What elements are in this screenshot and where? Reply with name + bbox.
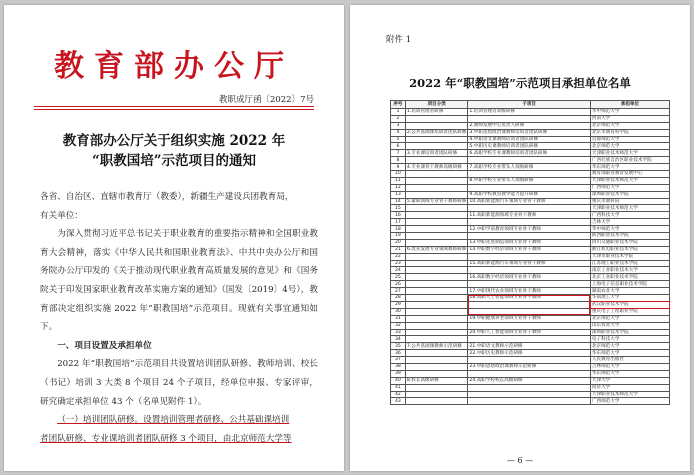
table-row: [391, 267, 670, 274]
row-subproject: 11.高职新能源领域专业骨干教师: [468, 212, 590, 219]
row-index: 35: [391, 343, 406, 350]
row-index: 6: [391, 143, 406, 150]
notice-title-line2: “职教国培”示范项目的通知: [91, 153, 257, 169]
row-unit: 广西壮族自治区职业技术学院: [590, 157, 669, 164]
table-row: [391, 322, 670, 329]
row-index: 29: [391, 301, 406, 308]
row-subproject: 3.中职思想政治课教师培训者团队研修: [468, 129, 590, 136]
row-unit: 北京市教育科学院: [590, 129, 669, 136]
row-subproject: [468, 357, 590, 364]
unit-list-table: [390, 100, 670, 405]
row-index: 7: [391, 150, 406, 157]
row-category: [405, 191, 468, 198]
row-index: 14: [391, 198, 406, 205]
table-row: [391, 350, 670, 357]
greeting-line2: 有关单位：: [40, 210, 83, 221]
highlight-unit-box: [590, 301, 669, 309]
row-category: [405, 329, 468, 336]
table-row: [391, 398, 670, 405]
row-index: 31: [391, 315, 406, 322]
row-subproject: 15.高职新能源汽车领域专业骨干教师: [468, 260, 590, 267]
row-unit: 首都师范大学: [590, 136, 669, 143]
notice-page: [4, 5, 344, 471]
row-category: 2.公共基础课培训者团队研修: [406, 130, 467, 136]
row-subproject: 21.中职语文教师示范研修: [468, 343, 590, 350]
row-unit: 天津职业技术师范大学: [590, 177, 669, 184]
row-index: 22: [391, 253, 406, 260]
row-category: [405, 184, 468, 191]
row-unit: 北京师范大学: [590, 143, 669, 150]
row-unit: 天津职业技术师范大学: [590, 391, 669, 398]
row-subproject: 14.中职数字经济领域专业骨干教师: [468, 246, 590, 253]
table-row: [391, 239, 670, 246]
row-index: 41: [391, 384, 406, 391]
table-row: [391, 377, 670, 384]
row-unit: 华东师范大学: [590, 370, 669, 377]
row-unit: 南京工业职业技术大学: [590, 267, 669, 274]
attachment-title: 2022 年“职教国培”示范项目承担单位名单: [409, 76, 631, 90]
row-subproject: [468, 115, 590, 122]
row-index: 3: [391, 122, 406, 129]
row-subproject: 24.高职学校校长高级研修: [468, 377, 590, 384]
row-unit: 湖南农业大学: [590, 288, 669, 295]
table-row: [391, 143, 670, 150]
table-row: [391, 164, 670, 171]
row-unit: 教育部职业教育发展中心: [590, 171, 669, 178]
row-category: [405, 260, 468, 267]
row-subproject: 10.高职新能源汽车领域专业骨干教师: [468, 198, 590, 205]
row-subproject: [468, 281, 590, 288]
row-index: 10: [391, 171, 406, 178]
table-row: [391, 184, 670, 191]
row-unit: 四川交通职业技术学院: [590, 239, 669, 246]
table-row: [391, 391, 670, 398]
row-unit: 天津职业技术师范大学: [590, 150, 669, 157]
row-index: 34: [391, 336, 406, 343]
row-subproject: [468, 391, 590, 398]
issuing-office-title: 教育部办公厅: [54, 49, 294, 84]
row-category: 1.培训管理者研修: [405, 109, 468, 116]
row-subproject: 8.中职学校专业带头人领航研修: [468, 177, 590, 184]
row-subproject: [468, 370, 590, 377]
row-index: 25: [391, 274, 406, 281]
row-subproject: [468, 184, 590, 191]
row-index: 39: [391, 370, 406, 377]
row-subproject: 5.中职历史课教师培训者团队研修: [468, 143, 590, 150]
row-index: 40: [391, 377, 406, 384]
row-subproject: 17.中职现代农业领域专业骨干教师: [468, 288, 590, 295]
row-category: 8.校长高级研修: [405, 377, 468, 384]
row-category: [405, 384, 468, 391]
row-index: 20: [391, 239, 406, 246]
row-category: [405, 288, 468, 295]
row-subproject: [468, 219, 590, 226]
row-unit: 华南理工大学: [590, 295, 669, 302]
training-paragraph-a: （一）培训团队研修。设置培训管理者研修、公共基础课培训: [57, 415, 290, 426]
row-category: [405, 171, 468, 178]
training-paragraph-b: 者团队研修、专业课培训者团队研修 3 个项目，由北京师范大学等: [40, 433, 292, 444]
row-subproject: 2.教师发展中心负责人研修: [468, 122, 590, 129]
row-subproject: [468, 171, 590, 178]
row-index: 23: [391, 260, 406, 267]
attachment-page: [350, 5, 690, 471]
row-subproject: 19.中职健康养老领域专业骨干教师: [468, 315, 590, 322]
row-category: [405, 301, 468, 308]
row-subproject: [468, 253, 590, 260]
header-unit: 承担单位: [590, 101, 669, 109]
row-unit: 西南大学: [590, 115, 669, 122]
row-index: 42: [391, 391, 406, 398]
table-row: [391, 370, 670, 377]
table-row: [391, 274, 670, 281]
row-unit: 重庆电子工程职业学院: [590, 308, 669, 315]
row-subproject: 16.高职数字经济领域专业骨干教师: [468, 274, 590, 281]
row-index: 19: [391, 233, 406, 240]
row-unit: 山东农业大学: [590, 322, 669, 329]
row-unit: 深圳职业技术学院: [590, 191, 669, 198]
row-subproject: [468, 322, 590, 329]
row-index: 4: [391, 129, 406, 136]
row-subproject: 1.培训管理者高级研修: [468, 109, 590, 116]
table-header-row: [391, 101, 670, 109]
table-row: [391, 226, 670, 233]
row-category: [405, 267, 468, 274]
row-category: [405, 398, 468, 405]
row-unit: 江苏理工职业技术学院: [590, 260, 669, 267]
row-category: [405, 115, 468, 122]
table-row: [391, 198, 670, 205]
row-subproject: 9.高职学校教育教学能力提升研修: [468, 191, 590, 198]
row-index: 28: [391, 295, 406, 302]
row-unit: 华中师范大学: [590, 226, 669, 233]
row-subproject: [468, 336, 590, 343]
row-index: 17: [391, 219, 406, 226]
table-row: [391, 136, 670, 143]
row-index: 11: [391, 177, 406, 184]
row-unit: 北京师范大学: [590, 122, 669, 129]
row-unit: 北京工业职业技术学院: [590, 274, 669, 281]
row-index: 37: [391, 357, 406, 364]
table-row: [391, 177, 670, 184]
row-index: 9: [391, 164, 406, 171]
row-category: [405, 239, 468, 246]
table-row: [391, 336, 670, 343]
row-category: [405, 212, 468, 219]
table-row: [391, 233, 670, 240]
row-category: [405, 219, 468, 226]
table-row: [391, 212, 670, 219]
row-category: 5.紧缺领域专业骨干教师研修: [406, 198, 467, 204]
row-subproject: 22.中职历史教师示范研修: [468, 350, 590, 357]
intro-paragraph: 为深入贯彻习近平总书记关于职业教育的重要指示精神和全国职业教育大会精神，落实《中华人民共和国职业教育法》、中共中央办公厅和国务院办公厅印发的《关于推动现代职业教育高质量发展的意见》和《国务院关于印发国家职业教育改革实施方案的通知》（国发〔2019〕4号），教育部决定组织实施 2022 年“职教国培”示范项目。现就有关事宜通知如下。: [40, 229, 318, 333]
row-index: 36: [391, 350, 406, 357]
row-index: 26: [391, 281, 406, 288]
row-index: 12: [391, 184, 406, 191]
unit-list-table-wrap: [390, 100, 670, 405]
row-unit: 天津职业技术师范大学: [590, 205, 669, 212]
table-row: [391, 363, 670, 370]
row-unit: 陕西职业技术学院: [590, 233, 669, 240]
row-index: 8: [391, 157, 406, 164]
row-index: 38: [391, 363, 406, 370]
row-index: 16: [391, 212, 406, 219]
page-number: — 6 —: [506, 456, 534, 465]
row-unit: 吉林师范大学: [590, 363, 669, 370]
row-unit: 深圳职业技术学院: [590, 329, 669, 336]
row-index: 27: [391, 288, 406, 295]
row-category: [405, 308, 468, 315]
table-row: [391, 109, 670, 116]
table-row: [391, 288, 670, 295]
row-unit: 天津市职业技术学院: [590, 253, 669, 260]
notice-title-line1: 教育部办公厅关于组织实施 2022 年: [62, 133, 286, 149]
section-heading-1: 一、项目设置及承担单位: [57, 340, 152, 351]
row-subproject: 23.中职思想政治课教师示范研修: [468, 363, 590, 370]
header-category: 项目分类: [405, 101, 468, 109]
row-category: [405, 157, 468, 164]
row-index: 18: [391, 226, 406, 233]
row-category: [405, 363, 468, 370]
row-unit: 吉林大学: [590, 219, 669, 226]
red-divider-thin: [34, 109, 314, 110]
row-index: 15: [391, 205, 406, 212]
row-subproject: [468, 398, 590, 405]
table-row: [391, 129, 670, 136]
row-unit: 武汉职业技术学院: [590, 301, 669, 308]
notice-title: [4, 131, 344, 171]
row-category: [405, 136, 468, 143]
greeting-line1: 各省、自治区、直辖市教育厅（教委），新疆生产建设兵团教育局，: [40, 192, 294, 202]
table-row: [391, 281, 670, 288]
row-index: 1: [391, 109, 406, 116]
table-row: [391, 191, 670, 198]
row-unit: 人民教育出版社: [590, 357, 669, 364]
table-row: [391, 253, 670, 260]
row-subproject: [468, 267, 590, 274]
attachment-label: 附件 1: [386, 35, 412, 45]
table-row: [391, 260, 670, 267]
row-subproject: 13.中职先进制造领域专业骨干教师: [468, 239, 590, 246]
table-row: [391, 357, 670, 364]
row-unit: 重庆市教科院: [590, 198, 669, 205]
row-unit: 天津大学: [590, 377, 669, 384]
table-row: [391, 384, 670, 391]
row-category: 7.公共基础课教师示范研修: [405, 343, 468, 350]
header-index: 序号: [391, 101, 406, 109]
row-category: 6.优先发展专业领域教师研修: [406, 247, 467, 253]
row-unit: 北京师范大学: [590, 343, 669, 350]
table-row: [391, 171, 670, 178]
table-row: [391, 122, 670, 129]
row-category: [405, 233, 468, 240]
row-unit: 华东师范大学: [590, 164, 669, 171]
row-unit: 广西师范大学: [590, 398, 669, 405]
row-subproject: 6.高职学校专业课教师培训者团队研修: [468, 150, 590, 157]
row-unit: 广西师范大学: [590, 184, 669, 191]
row-category: [405, 336, 468, 343]
row-unit: 上海电子信息职业技术学院: [590, 281, 669, 288]
row-category: [405, 143, 468, 150]
header-subproject: 子项目: [468, 101, 590, 109]
notice-body: [40, 188, 318, 448]
table-row: [391, 219, 670, 226]
table-row: [391, 205, 670, 212]
row-index: 32: [391, 322, 406, 329]
table-row: [391, 157, 670, 164]
highlight-subproject-box: [468, 295, 590, 316]
row-index: 13: [391, 191, 406, 198]
row-index: 30: [391, 308, 406, 315]
row-category: 3.专业课培训者团队研修: [405, 150, 468, 157]
table-row: [391, 343, 670, 350]
row-index: 5: [391, 136, 406, 143]
table-row: [391, 315, 670, 322]
row-category: [405, 122, 468, 129]
row-unit: 广西科技大学: [590, 212, 669, 219]
row-index: 2: [391, 115, 406, 122]
row-category: [405, 322, 468, 329]
row-category: [405, 274, 468, 281]
row-unit: 北京师范大学: [590, 315, 669, 322]
row-index: 43: [391, 398, 406, 405]
row-unit: 电子科技大学: [590, 336, 669, 343]
row-category: [405, 177, 468, 184]
table-body: [391, 109, 670, 405]
project-paragraph: 2022 年“职教国培”示范项目共设置培训团队研修、教师培训、校长（书记）培训 3 大类 8 个项目 24 个子项目，经单位申报、专家评审，研究确定承担单位 43 个（名单见附件 1）。: [40, 359, 318, 407]
row-subproject: [468, 157, 590, 164]
table-row: [391, 115, 670, 122]
row-subproject: 20.中职人工智能领域专业骨干教师: [468, 329, 590, 336]
row-category: [405, 357, 468, 364]
row-unit: 华东师范大学: [590, 350, 669, 357]
table-row: [391, 150, 670, 157]
document-number: 教职成厅函〔2022〕7号: [218, 95, 314, 105]
row-category: [405, 205, 468, 212]
row-unit: 华中师范大学: [590, 109, 669, 116]
row-unit: 同济大学: [590, 384, 669, 391]
row-index: 21: [391, 246, 406, 253]
row-subproject: 12.中职学前教育领域专业骨干教师: [468, 226, 590, 233]
row-unit: 浙江机电职业技术学院: [590, 246, 669, 253]
row-subproject: 18.高职人工智能领域专业骨干教师: [468, 295, 590, 302]
red-divider: [34, 106, 314, 107]
row-category: [405, 315, 468, 322]
row-subproject: 4.中职语文课教师培训者团队研修: [468, 136, 590, 143]
row-category: [405, 391, 468, 398]
row-category: [405, 226, 468, 233]
row-subproject: 7.高职学校专业带头人领航研修: [468, 164, 590, 171]
row-category: [405, 370, 468, 377]
table-row: [391, 246, 670, 253]
table-row: [391, 329, 670, 336]
row-category: [405, 295, 468, 302]
row-subproject: [468, 384, 590, 391]
row-category: [405, 253, 468, 260]
row-category: 4.专业课骨干教师高级研修: [405, 164, 468, 171]
row-index: 33: [391, 329, 406, 336]
row-subproject: [468, 233, 590, 240]
row-subproject: [468, 205, 590, 212]
row-category: [405, 350, 468, 357]
row-category: [405, 281, 468, 288]
row-index: 24: [391, 267, 406, 274]
